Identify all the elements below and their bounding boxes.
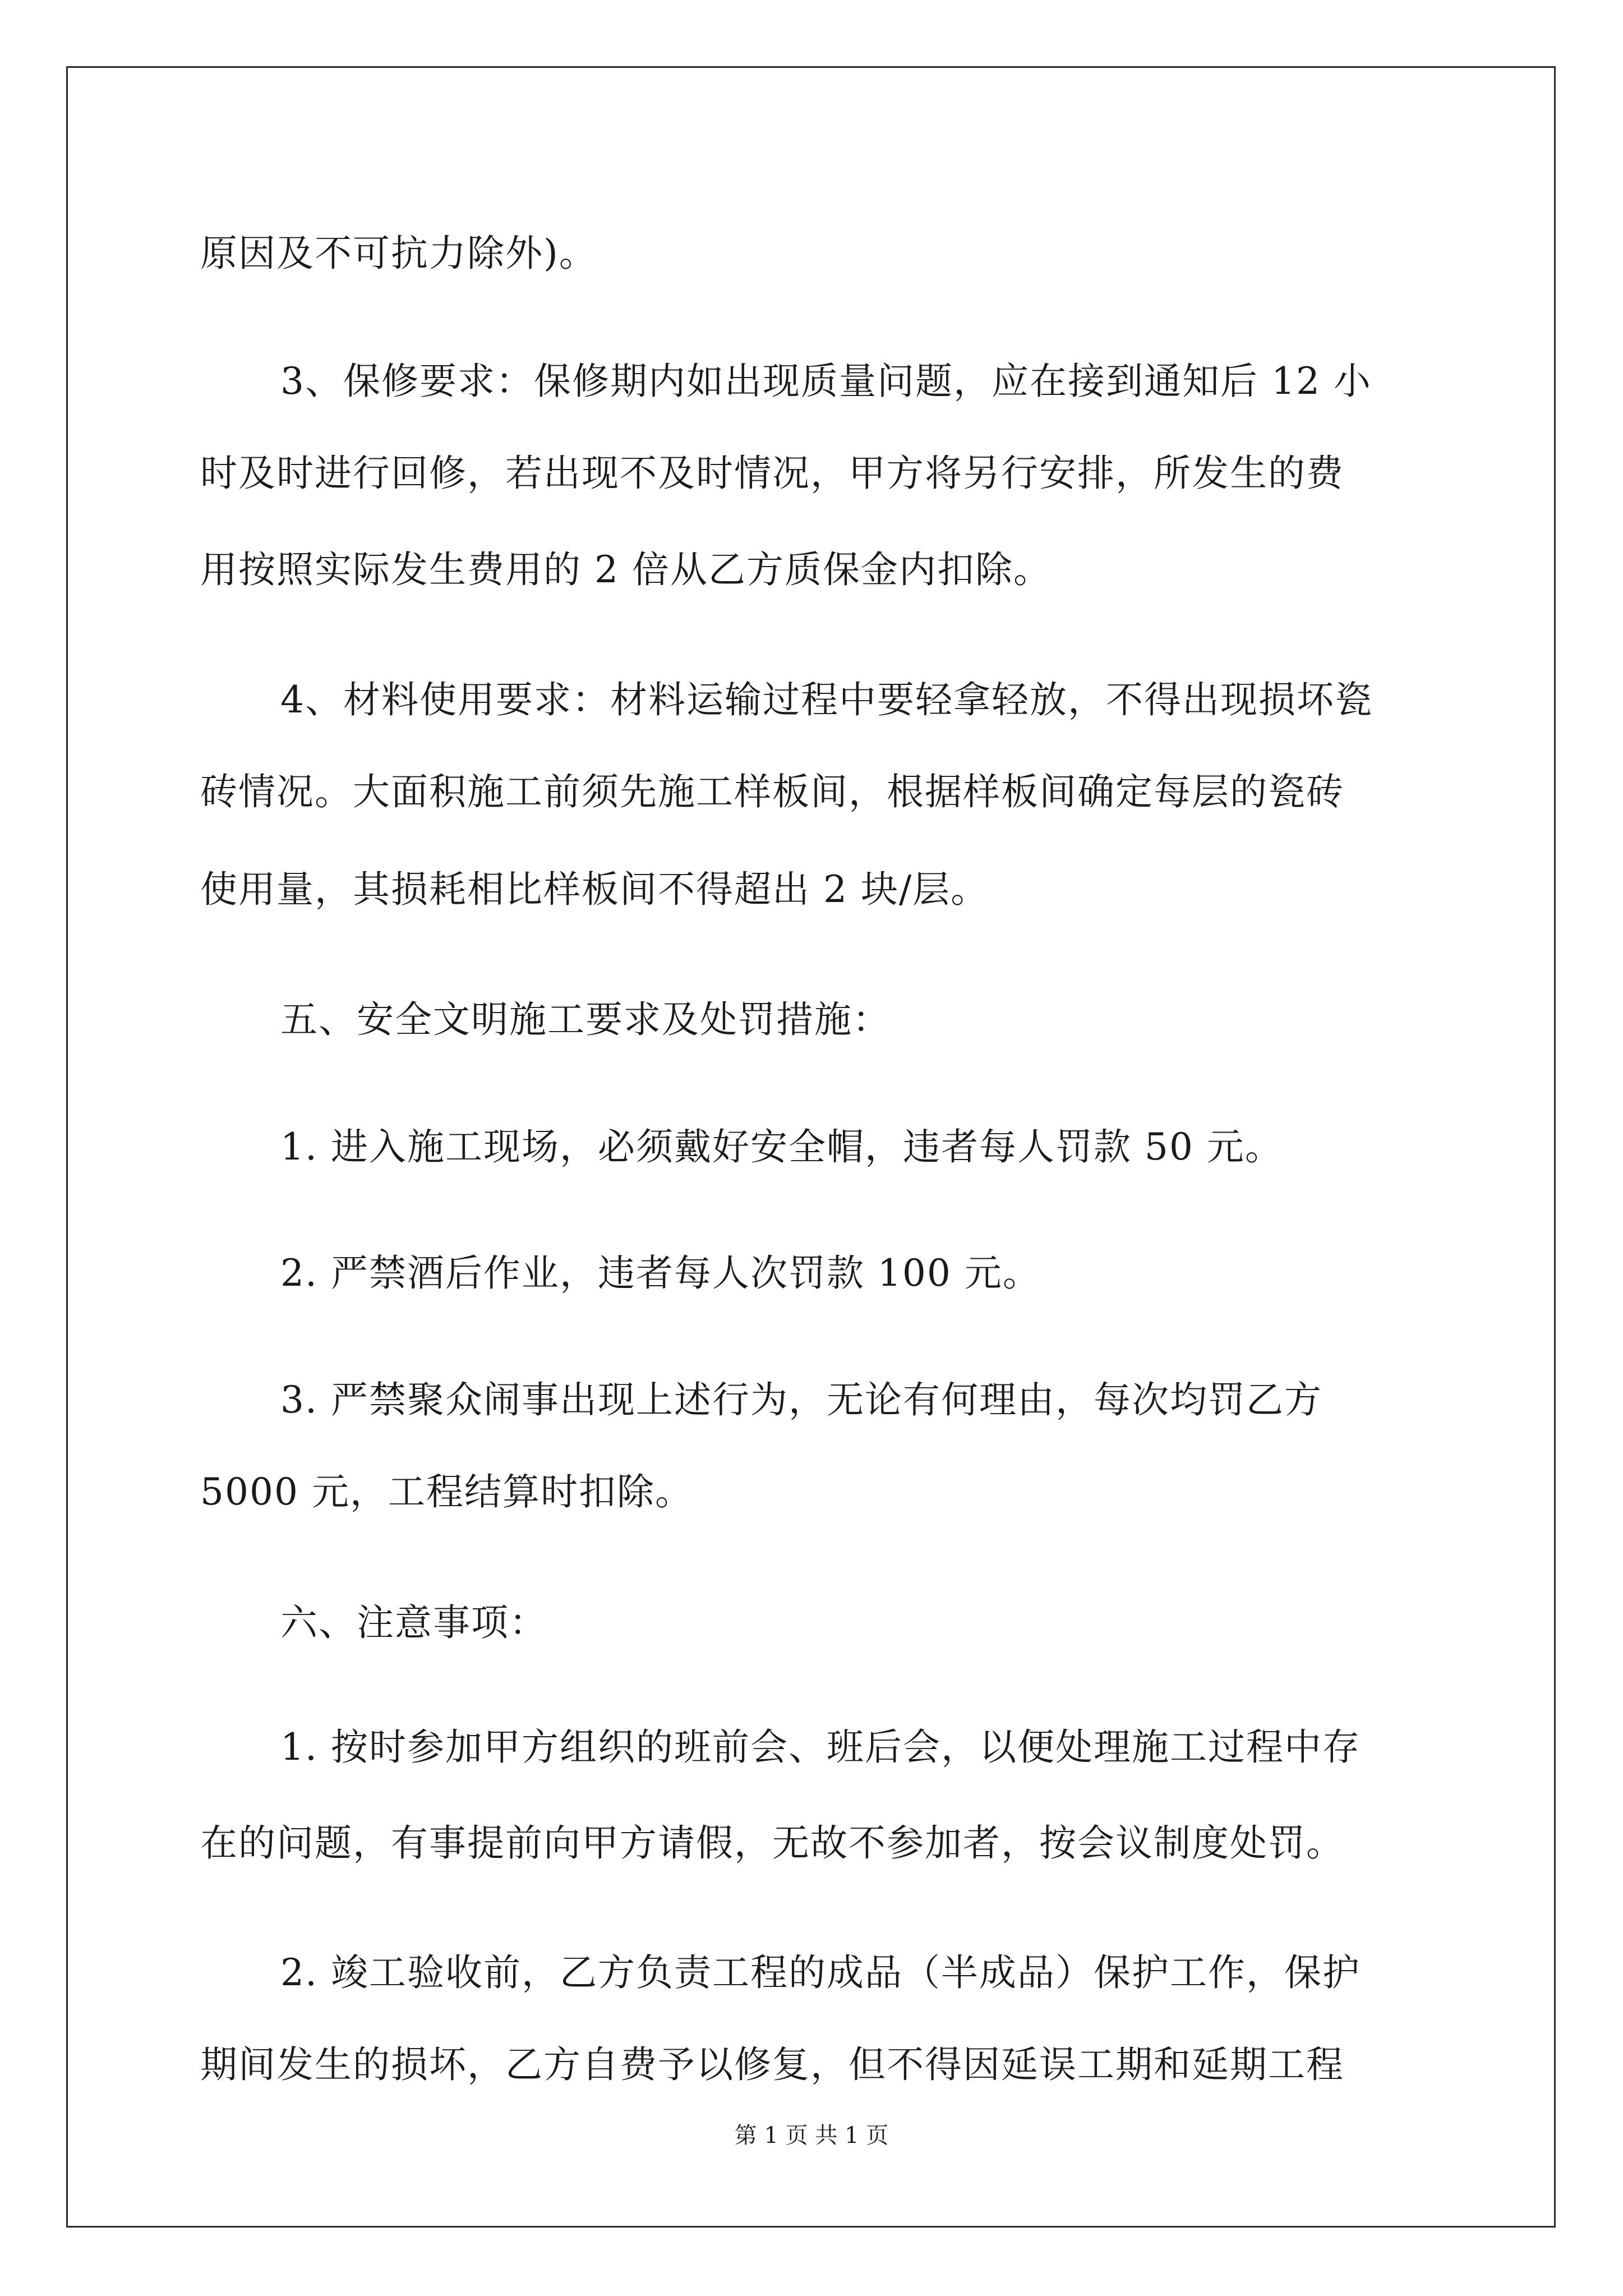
text-line-9: 1. 进入施工现场，必须戴好安全帽，违者每人罚款 50 元。 xyxy=(280,1125,1283,1168)
section-heading-6: 六、注意事项： xyxy=(280,1601,547,1644)
text-line-1: 原因及不可抗力除外)。 xyxy=(200,232,597,275)
text-line-10: 2. 严禁酒后作业，违者每人次罚款 100 元。 xyxy=(280,1251,1041,1295)
text-line-12: 5000 元，工程结算时扣除。 xyxy=(200,1470,693,1513)
text-line-7: 使用量，其损耗相比样板间不得超出 2 块/层。 xyxy=(200,868,989,911)
text-line-16: 2. 竣工验收前，乙方负责工程的成品（半成品）保护工作，保护 xyxy=(280,1951,1361,1994)
page-number-footer: 第 1 页 共 1 页 xyxy=(734,2123,889,2148)
section-heading-5: 五、安全文明施工要求及处罚措施： xyxy=(280,998,891,1041)
text-line-4: 用按照实际发生费用的 2 倍从乙方质保金内扣除。 xyxy=(200,548,1052,591)
text-line-5: 4、材料使用要求：材料运输过程中要轻拿轻放，不得出现损坏瓷 xyxy=(280,678,1373,721)
text-line-15: 在的问题，有事提前向甲方请假，无故不参加者，按会议制度处罚。 xyxy=(200,1821,1344,1865)
text-line-17: 期间发生的损坏，乙方自费予以修复，但不得因延误工期和延期工程 xyxy=(200,2043,1344,2086)
text-line-3: 时及时进行回修，若出现不及时情况，甲方将另行安排，所发生的费 xyxy=(200,452,1344,495)
text-line-11: 3. 严禁聚众闹事出现上述行为，无论有何理由，每次均罚乙方 xyxy=(280,1378,1322,1421)
text-line-14: 1. 按时参加甲方组织的班前会、班后会，以便处理施工过程中存 xyxy=(280,1726,1361,1769)
text-line-2: 3、保修要求：保修期内如出现质量问题，应在接到通知后 12 小 xyxy=(280,360,1372,403)
text-line-6: 砖情况。大面积施工前须先施工样板间，根据样板间确定每层的瓷砖 xyxy=(200,770,1344,813)
